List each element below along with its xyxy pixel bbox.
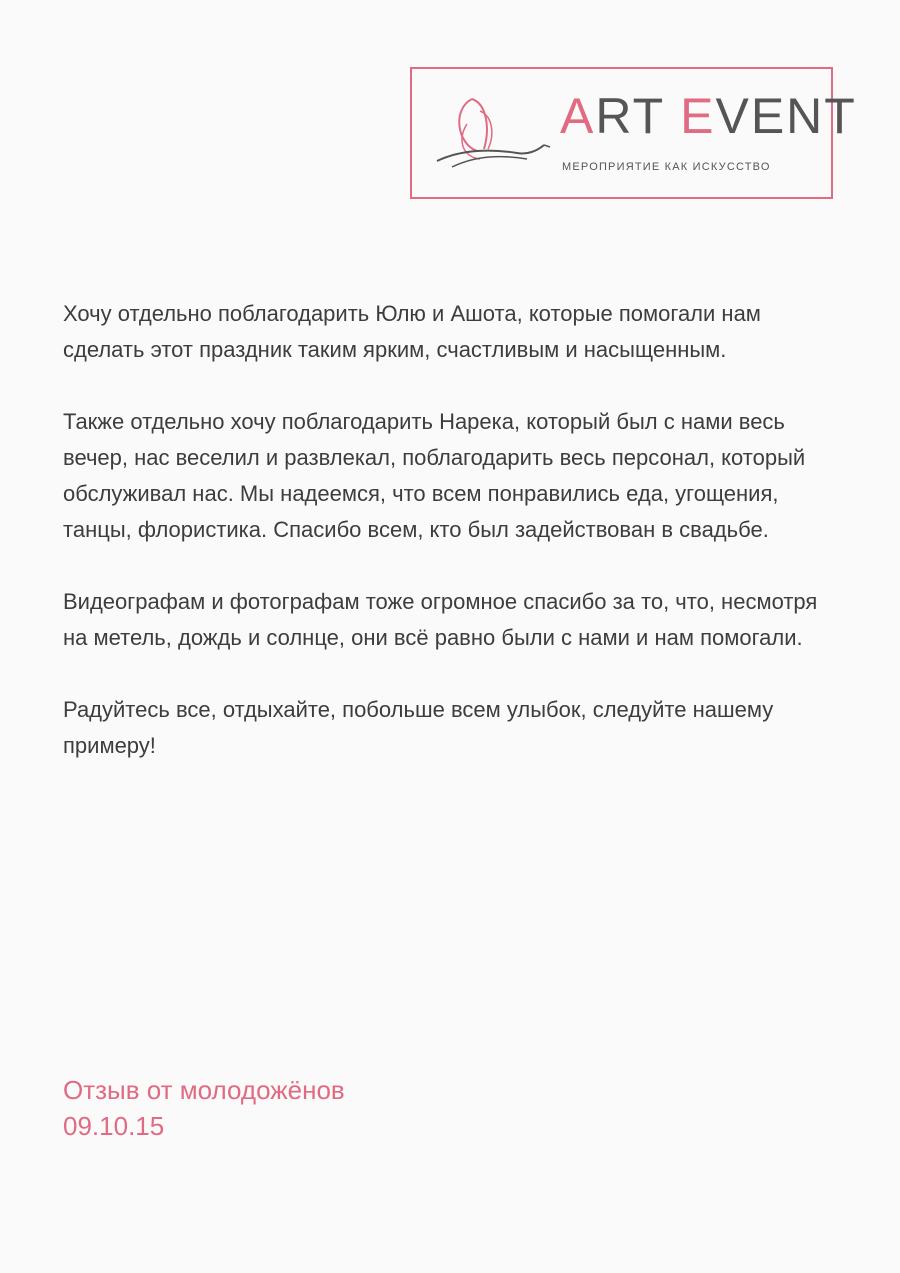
paragraph-4: Радуйтесь все, отдыхайте, побольше всем улыбок, следуйте нашему примеру!: [63, 697, 774, 758]
signature-author: Отзыв от молодожёнов: [63, 1075, 345, 1105]
butterfly-icon: [432, 89, 552, 189]
logo-title-accent-a: A: [560, 88, 596, 144]
paragraph-3: Видеографам и фотографам тоже огромное спасибо за то, что, несмотря на метель, дождь и солнце, они всё равно были с нами и нам помогали.: [63, 589, 818, 650]
logo-title: [560, 88, 857, 144]
signature-date: 09.10.15: [63, 1111, 165, 1141]
logo-box: [410, 67, 857, 199]
paragraph-2: Также отдельно хочу поблагодарить Нарека, который был с нами весь вечер, нас веселил и развлекал, поблагодарить весь персонал, который обслуживал нас. Мы надеемся, что всем понравились еда, угощения, танцы, флористика. Спасибо всем, кто был задействован в свадьбе.: [63, 409, 806, 542]
signature: [63, 1072, 345, 1144]
logo-title-accent-e: E: [680, 88, 716, 144]
review-text: [63, 296, 843, 800]
logo-tagline: МЕРОПРИЯТИЕ КАК ИСКУССТВО: [562, 161, 771, 173]
logo-title-rt: RT: [595, 88, 681, 144]
paragraph-1: Хочу отдельно поблагодарить Юлю и Ашота, которые помогали нам сделать этот праздник таким ярким, счастливым и насыщенным.: [63, 301, 761, 362]
logo-title-vent: VENT: [715, 88, 857, 144]
